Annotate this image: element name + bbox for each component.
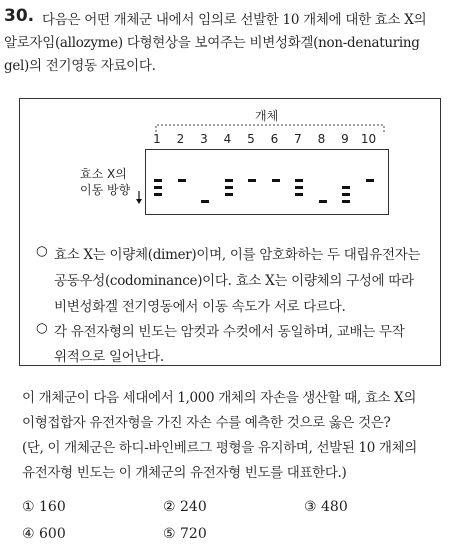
stem-line-1: 다음은 어떤 개체군 내에서 임의로 선발한 10 개체에 대한 효소 X의 [42, 12, 427, 28]
gel-band-lane-3-row-4 [201, 200, 209, 203]
choice-5[interactable] [163, 526, 207, 542]
gel-band-lane-9-row-4 [342, 200, 350, 203]
lane-number-7: 7 [294, 132, 302, 146]
choice-3-mark: ③ [304, 499, 317, 515]
lane-number-4: 4 [223, 132, 232, 146]
gel-band-lane-9-row-3 [342, 193, 350, 196]
stem-line-2: 알로자임(allozyme) 다형현상을 보여주는 비변성화겔(non-denaturing [4, 35, 420, 51]
lane-number-3: 3 [200, 132, 208, 146]
choice-5-mark: ⑤ [163, 526, 176, 542]
lane-number-1: 1 [153, 132, 161, 146]
gel-band-lane-2-row-1 [178, 179, 186, 182]
choice-3[interactable] [304, 499, 348, 515]
body-line-4: 유전자형 빈도는 이 개체군의 유전자형 빈도를 대표한다.) [22, 465, 347, 481]
body-line-2: 이형접합자 유전자형을 가진 자손 수를 예측한 것으로 옳은 것은? [22, 415, 391, 431]
choice-5-value: 720 [180, 526, 207, 542]
gel-band-lane-4-row-3 [225, 193, 233, 196]
gel-band-lane-4-row-1 [225, 179, 233, 182]
body-line-3: (단, 이 개체군은 하디-바인베르그 평형을 유지하며, 선발된 10 개체의 [22, 440, 417, 456]
gel-band-lane-6-row-1 [272, 179, 280, 182]
note-2-bullet: ○ [36, 320, 48, 336]
choice-1-value: 160 [39, 499, 66, 515]
note-2-line-2: 위적으로 일어난다. [54, 349, 164, 365]
gel-band-lane-10-row-1 [366, 179, 374, 182]
gel-band-lane-1-row-2 [154, 186, 162, 189]
lane-number-9: 9 [341, 132, 349, 146]
figure-box [19, 98, 441, 366]
note-2-line-1: 각 유전자형의 빈도는 암컷과 수컷에서 동일하며, 교배는 무작 [54, 324, 405, 340]
note-1-line-1: 효소 X는 이량체(dimer)이며, 이를 암호화하는 두 대립유전자는 [54, 247, 421, 263]
note-1-line-3: 비변성화겔 전기영동에서 이동 속도가 서로 다르다. [54, 299, 346, 315]
choice-1[interactable] [22, 499, 66, 515]
lane-number-6: 6 [270, 132, 279, 146]
gel-band-lane-1-row-3 [154, 193, 162, 196]
gel-panel [145, 149, 389, 215]
individuals-label: 개체 [255, 109, 279, 123]
choice-2[interactable] [163, 499, 207, 515]
choice-4-value: 600 [39, 526, 66, 542]
gel-band-lane-1-row-1 [154, 179, 162, 182]
individuals-bracket [155, 119, 385, 133]
gel-band-lane-4-row-2 [225, 186, 233, 189]
gel-band-lane-8-row-4 [319, 200, 327, 203]
question-number: 30. [4, 6, 35, 26]
choice-4-mark: ④ [22, 526, 35, 542]
body-line-1: 이 개체군이 다음 세대에서 1,000 개체의 자손을 생산할 때, 효소 X의 [22, 390, 417, 406]
stem-line-3: gel)의 전기영동 자료이다. [4, 58, 156, 74]
choice-4[interactable] [22, 526, 66, 542]
axis-label-2: 이동 방향 [80, 183, 131, 197]
gel-band-lane-7-row-3 [295, 193, 303, 196]
axis-label-1: 효소 X의 [80, 167, 127, 181]
lane-number-8: 8 [317, 132, 326, 146]
lane-number-2: 2 [176, 132, 185, 146]
migration-arrow-icon [135, 191, 143, 205]
lane-number-5: 5 [247, 132, 255, 146]
gel-band-lane-5-row-1 [248, 179, 256, 182]
choice-3-value: 480 [321, 499, 348, 515]
note-1-line-2: 공동우성(codominance)이다. 효소 X는 이량체의 구성에 따라 [54, 273, 414, 289]
lane-number-10: 10 [360, 132, 377, 146]
choice-2-mark: ② [163, 499, 176, 515]
choice-1-mark: ① [22, 499, 35, 515]
gel-band-lane-7-row-2 [295, 186, 303, 189]
gel-band-lane-9-row-2 [342, 186, 350, 189]
gel-band-lane-7-row-1 [295, 179, 303, 182]
note-1-bullet: ○ [36, 243, 48, 259]
choice-2-value: 240 [180, 499, 207, 515]
